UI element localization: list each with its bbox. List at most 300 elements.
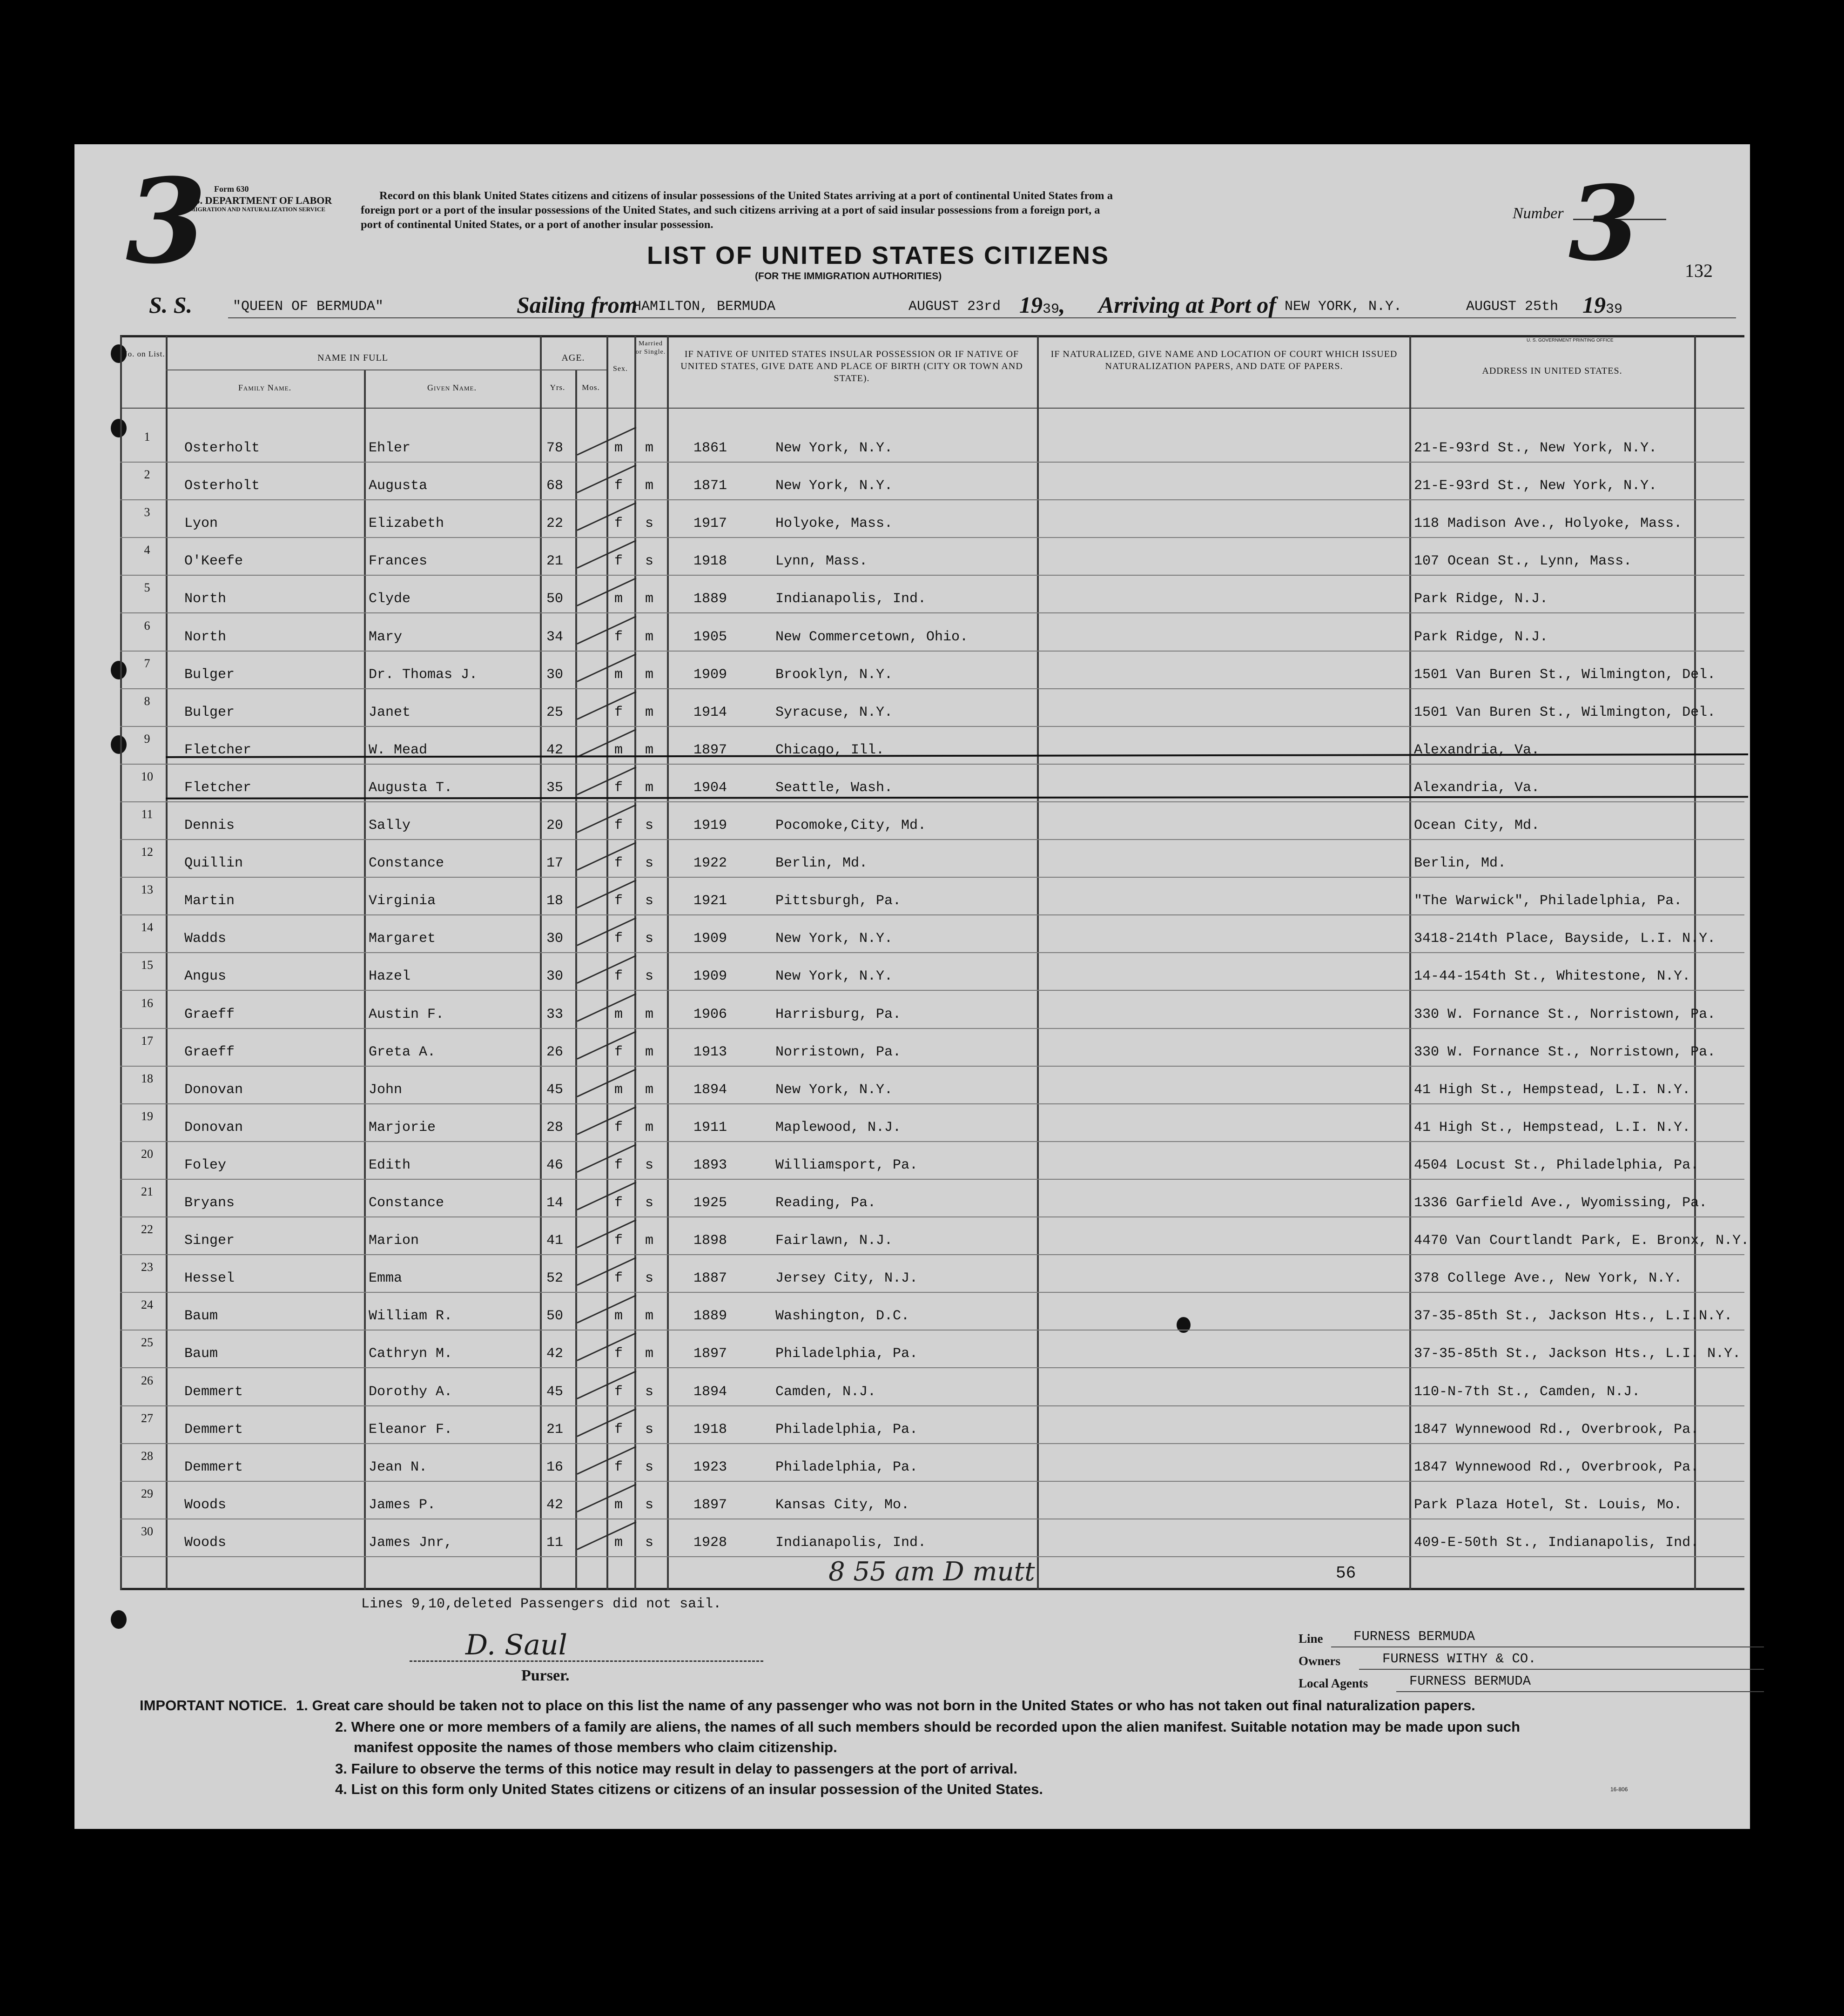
cell-no: 11	[141, 807, 153, 821]
cell-age: 46	[546, 1157, 564, 1173]
row-rule	[120, 462, 1744, 463]
cell-no: 19	[141, 1109, 153, 1123]
cell-ms: s	[645, 1421, 654, 1438]
cell-family: Baum	[184, 1308, 218, 1324]
cell-address: Alexandria, Va.	[1414, 780, 1540, 796]
cell-ms: m	[645, 704, 654, 720]
agents-value: FURNESS BERMUDA	[1409, 1673, 1531, 1689]
row-rule	[120, 877, 1744, 878]
cell-given: Sally	[369, 818, 411, 833]
cell-sex: m	[614, 1497, 623, 1513]
cell-family: Demmert	[184, 1384, 243, 1400]
col-sex: Sex.	[613, 365, 628, 373]
cell-age: 18	[546, 893, 564, 909]
cell-ms: s	[645, 968, 654, 985]
cell-address: "The Warwick", Philadelphia, Pa.	[1414, 893, 1682, 909]
form-title: LIST OF UNITED STATES CITIZENS	[647, 242, 1110, 269]
cell-sex: f	[614, 855, 623, 872]
cell-ms: s	[645, 818, 654, 833]
cell-sex: f	[614, 1195, 623, 1211]
cell-address: 4504 Locust St., Philadelphia, Pa.	[1414, 1157, 1699, 1173]
cell-sex: f	[614, 629, 623, 645]
instructions	[361, 188, 1524, 232]
cell-year: 1923	[693, 1459, 727, 1475]
cell-year: 1909	[693, 968, 727, 985]
arrival-year: 39	[1606, 302, 1623, 317]
cell-address: 37-35-85th St., Jackson Hts., L.I.N.Y.	[1414, 1308, 1733, 1324]
cell-age: 50	[546, 1308, 564, 1324]
arrival-date: AUGUST 25th	[1466, 299, 1559, 315]
row-rule	[120, 1028, 1744, 1029]
cell-family: Woods	[184, 1497, 227, 1513]
cell-year: 1904	[693, 780, 727, 796]
cell-year: 1921	[693, 893, 727, 909]
cell-sex: f	[614, 1233, 623, 1249]
cell-place: Seattle, Wash.	[775, 780, 893, 796]
cell-sex: f	[614, 553, 623, 570]
cell-age: 34	[546, 629, 564, 645]
deleted-row-strike	[166, 796, 1748, 800]
cell-given: Austin F.	[369, 1006, 444, 1022]
from-port: HAMILTON, BERMUDA	[633, 299, 776, 315]
cell-age: 26	[546, 1044, 564, 1060]
row-rule	[120, 1292, 1744, 1293]
cell-place: New York, N.Y.	[775, 968, 893, 985]
row-rule	[120, 1405, 1744, 1406]
cell-place: Maplewood, N.J.	[775, 1119, 902, 1136]
cell-family: Demmert	[184, 1459, 243, 1475]
binder-hole	[111, 1610, 127, 1629]
cell-given: Marjorie	[369, 1119, 436, 1136]
cell-family: Singer	[184, 1233, 235, 1249]
cell-given: Constance	[369, 855, 444, 872]
cell-ms: s	[645, 553, 654, 570]
row-rule	[120, 914, 1744, 915]
cell-family: Donovan	[184, 1082, 243, 1098]
instruction-line: foreign port or a port of the insular possessions of the United States, and such citizens arriving at a port of said insular possessions from a foreign port, a	[361, 204, 1100, 216]
cell-place: Berlin, Md.	[775, 855, 868, 872]
cell-year: 1898	[693, 1233, 727, 1249]
row-rule	[120, 1216, 1744, 1217]
cell-no: 4	[144, 543, 150, 557]
col-age: AGE.	[561, 353, 585, 363]
notice-line: manifest opposite the names of those members who claim citizenship.	[354, 1739, 837, 1755]
cell-no: 9	[144, 732, 150, 746]
form-subtitle: (FOR THE IMMIGRATION AUTHORITIES)	[755, 271, 942, 282]
cell-age: 68	[546, 478, 564, 494]
cell-no: 5	[144, 581, 150, 595]
cell-place: Syracuse, N.Y.	[775, 704, 893, 720]
table-top-border	[120, 335, 1744, 337]
cell-given: William R.	[369, 1308, 453, 1324]
cell-place: Harrisburg, Pa.	[775, 1006, 902, 1022]
cell-age: 52	[546, 1270, 564, 1287]
cell-family: Fletcher	[184, 742, 252, 758]
cell-ms: m	[645, 1233, 654, 1249]
cell-given: Edith	[369, 1157, 411, 1173]
cell-no: 8	[144, 694, 150, 708]
row-rule	[120, 1367, 1744, 1368]
cell-sex: f	[614, 968, 623, 985]
cell-year: 1918	[693, 1421, 727, 1438]
cell-year: 1909	[693, 666, 727, 683]
cell-age: 45	[546, 1384, 564, 1400]
cell-age: 42	[546, 1346, 564, 1362]
row-rule	[120, 764, 1744, 765]
cell-ms: s	[645, 1195, 654, 1211]
cell-family: Quillin	[184, 855, 243, 872]
row-rule	[120, 651, 1744, 652]
cell-address: 107 Ocean St., Lynn, Mass.	[1414, 553, 1632, 570]
cell-address: Park Ridge, N.J.	[1414, 591, 1548, 607]
count-note: 56	[1336, 1564, 1356, 1583]
ss-label: S. S.	[149, 292, 193, 318]
cell-given: Mary	[369, 629, 403, 645]
cell-year: 1889	[693, 591, 727, 607]
cell-year: 1887	[693, 1270, 727, 1287]
cell-family: Wadds	[184, 931, 227, 947]
cell-address: 4470 Van Courtlandt Park, E. Bronx, N.Y.	[1414, 1233, 1749, 1249]
printer-note: U. S. GOVERNMENT PRINTING OFFICE	[1527, 338, 1614, 343]
service: IMMIGRATION AND NATURALIZATION SERVICE	[182, 206, 326, 213]
cell-given: Margaret	[369, 931, 436, 947]
cell-ms: m	[645, 1044, 654, 1060]
row-rule	[120, 1103, 1744, 1104]
purser-signature: D. Saul	[465, 1629, 567, 1661]
sail-date: AUGUST 23rd	[909, 299, 1001, 315]
cell-sex: f	[614, 1459, 623, 1475]
cell-sex: f	[614, 1346, 623, 1362]
notice-line: 4. List on this form only United States citizens or citizens of an insular possession of the United States.	[335, 1781, 1043, 1797]
cell-no: 21	[141, 1185, 153, 1198]
cell-place: Jersey City, N.J.	[775, 1270, 918, 1287]
cell-place: Philadelphia, Pa.	[775, 1459, 918, 1475]
cell-ms: m	[645, 440, 654, 456]
cell-no: 14	[141, 921, 153, 934]
cell-place: Brooklyn, N.Y.	[775, 666, 893, 683]
cell-given: Janet	[369, 704, 411, 720]
cell-sex: m	[614, 1006, 623, 1022]
cell-place: Fairlawn, N.J.	[775, 1233, 893, 1249]
sailing-label: Sailing from	[517, 292, 638, 318]
cell-sex: m	[614, 742, 623, 758]
row-rule	[120, 537, 1744, 538]
owners-label: Owners	[1299, 1654, 1340, 1668]
cell-sex: m	[614, 591, 623, 607]
row-rule	[120, 952, 1744, 953]
cell-given: Augusta T.	[369, 780, 453, 796]
cell-ms: m	[645, 742, 654, 758]
cell-place: New York, N.Y.	[775, 478, 893, 494]
cell-given: Cathryn M.	[369, 1346, 453, 1362]
row-rule	[120, 1254, 1744, 1255]
col-address: ADDRESS IN UNITED STATES.	[1482, 366, 1622, 376]
cell-year: 1861	[693, 440, 727, 456]
cell-ms: s	[645, 893, 654, 909]
cell-address: 1336 Garfield Ave., Wyomissing, Pa.	[1414, 1195, 1708, 1211]
cell-address: 14-44-154th St., Whitestone, N.Y.	[1414, 968, 1691, 985]
cell-ms: s	[645, 1497, 654, 1513]
cell-no: 18	[141, 1071, 153, 1085]
handwritten-note: 8 55 am D mutt	[828, 1557, 1035, 1587]
cell-family: Osterholt	[184, 440, 260, 456]
cell-address: Berlin, Md.	[1414, 855, 1507, 872]
cell-place: Norristown, Pa.	[775, 1044, 902, 1060]
manifest-sheet: 3 Form 630 U.S. DEPARTMENT OF LABOR IMMIGRATION AND NATURALIZATION SERVICE Record on this blank United States citizens and citizens of insular possessions of the United States arriving at a port of continental United States from a foreign port or a port of the insular possessions of the United States, and such citizens arriving at a port of said insular possessions from a foreign port, a port of continental United States, or a port of another insular possession. Number 3 132 LIST OF UNITED STATES CITIZENS (FOR THE IMMIGRATION AUTHORITIES) S. S. "QUEEN OF BERMUDA" Sailing from HAMILTON, BERMUDA AUGUST 23rd 1939, Arriving at Port of NEW YORK, N.Y. AUGUST 25th 1939 No. on List. NAME IN FULL Family Name. Given Name. AGE. Yrs. Mos. Sex. Married or Single. IF NATIVE OF UNITED STATES INSULAR POSSESSION OR IF NATIVE OF UNITED STATES, GIVE DATE AND PLACE OF BIRTH (CITY OR TOWN AND STATE). IF NATURALIZED, GIVE NAME AND LOCATION OF COURT WHICH ISSUED NATURALIZATION PAPERS, AND DATE OF PAPERS. ADDRESS IN UNITED STATES. U. S. GOVERNMENT PRINTING OFFICE 1 Osterholt Ehler 78 m m 1861 New York, N.Y. 21-E-93rd St., New York, N.Y. 2 Osterholt Augusta 68 f m 1871 New York, N.Y. 21-E-93rd St., New York, N.Y. 3 Lyon Elizabeth 22 f s 1917 Holyoke, Mass. 118 Madison Ave., Holyoke, Mass. 4 O'Keefe Frances 21 f s 1918 Lynn, Mass. 107 Ocean St., Lynn, Mass. 5 North Clyde 50 m m 1889 Indianapolis, Ind. Park Ridge, N.J. 6 North Mary 34 f m 1905 New Commercetown, Ohio. Park Ridge, N.J. 7 Bulger Dr. Thomas J. 30 m m 1909 Brooklyn, N.Y. 1501 Van Buren St., Wilmington, Del. 8 Bulger Janet 25 f m 1914 Syracuse, N.Y. 1501 Van Buren St., Wilmington, Del. 9 Fletcher W. Mead 42 m m 1897 Chicago, Ill. Alexandria, Va. 10 Fletcher Augusta T. 35 f m 1904 Seattle, Wash. Alexandria, Va. 11 Dennis Sally 20 f s 1919 Pocomoke,City, Md. Ocean City, Md. 12 Quillin Constance 17 f s 1922 Berlin, Md. Berlin, Md. 13 Martin Virginia 18 f s 1921 Pittsburgh, Pa. "The Warwick", Philadelphia, Pa. 14 Wadds Margaret 30 f s 1909 New York, N.Y. 3418-214th Place, Bayside, L.I. N.Y. 15 Angus Hazel 30 f s 1909 New York, N.Y. 14-44-154th St., Whitestone, N.Y. 16 Graeff Austin F. 33 m m 1906 Harrisburg, Pa. 330 W. Fornance St., Norristown, Pa. 17 Graeff Greta A. 26 f m 1913 Norristown, Pa. 330 W. Fornance St., Norristown, Pa. 18 Donovan John 45 m m 1894 New York, N.Y. 41 High St., Hempstead, L.I. N.Y. 19 Donovan Marjorie 28 f m 1911 Maplewood, N.J. 41 High St., Hempstead, L.I. N.Y. 20 Foley Edith 46 f s 1893 Williamsport, Pa. 4504 Locust St., Philadelphia, Pa. 21 Bryans Constance 14 f s 1925 Reading, Pa. 1336 Garfield Ave., Wyomissing, Pa. 22 Singer Marion 41 f m 1898 Fairlawn, N.J. 4470 Van Courtlandt Park, E. Bronx, N.Y. 23 Hessel Emma 52 f s 1887 Jersey City, N.J. 378 College Ave., New York, N.Y. 24 Baum William R. 50 m m 1889 Washington, D.C. 37-35-85th St., Jackson Hts., L.I.N.Y. 25 Baum Cathryn M. 42 f m 1897 Philadelphia, Pa. 37-35-85th St., Jackson Hts., L.I. N.Y. 26 Demmert Dorothy A. 45 f s 1894 Camden, N.J. 110-N-7th St., Camden, N.J. 27 Demmert Eleanor F. 21 f s 1918 Philadelphia, Pa. 1847 Wynnewood Rd., Overbrook, Pa. 28 Demmert Jean N. 16 f s 1923 Philadelphia, Pa. 1847 Wynnewood Rd., Overbrook, Pa. 29 Woods James P. 42 m s 1897 Kansas City, Mo. Park Plaza Hotel, St. Louis, Mo. 30 Woods James Jnr, 11 m s 1928 Indianapolis, Ind. 409-E-50th St., Indianapolis, Ind. 8 55 am D mutt 56 Lines 9,10,deleted Passengers did not sail. D. Saul Purser. Line FURNESS BERMUDA Owners FURNESS WITHY & CO. Local Agents FURNESS BERMUDA IMPORTANT NOTICE. 1. Great care should be taken not to place on this list the name of any passenger who was not born in the United States or who has not taken out final naturalization papers. 2. Where one or more members of a family are aliens, the names of all such members should be recorded upon the alien manifest. Suitable notation may be made upon such manifest opposite the names of those members who claim citizenship. 3. Failure to observe the terms of this notice may result in delay to passengers at the port of arrival. 4. List on this form only United States citizens or citizens of an insular possession of the United States. 16-806	[74, 144, 1750, 1829]
cell-place: New York, N.Y.	[775, 1082, 893, 1098]
cell-age: 17	[546, 855, 564, 872]
line-label: Line	[1299, 1632, 1323, 1646]
deleted-note: Lines 9,10,deleted Passengers did not sail.	[361, 1596, 722, 1612]
cell-year: 1894	[693, 1384, 727, 1400]
cell-family: Demmert	[184, 1421, 243, 1438]
cell-place: Kansas City, Mo.	[775, 1497, 910, 1513]
cell-place: Holyoke, Mass.	[775, 516, 893, 532]
col-married: Married or Single.	[635, 340, 666, 356]
cell-given: Greta A.	[369, 1044, 436, 1060]
cell-sex: m	[614, 666, 623, 683]
cell-ms: m	[645, 1308, 654, 1324]
cell-address: 378 College Ave., New York, N.Y.	[1414, 1270, 1682, 1287]
cell-address: 41 High St., Hempstead, L.I. N.Y.	[1414, 1119, 1691, 1136]
cell-sex: f	[614, 516, 623, 532]
cell-no: 24	[141, 1298, 153, 1312]
cell-given: Dorothy A.	[369, 1384, 453, 1400]
cell-no: 13	[141, 883, 153, 897]
cell-address: Park Plaza Hotel, St. Louis, Mo.	[1414, 1497, 1682, 1513]
cell-family: Hessel	[184, 1270, 235, 1287]
cell-age: 16	[546, 1459, 564, 1475]
cell-no: 26	[141, 1373, 153, 1387]
page-number: 132	[1685, 260, 1713, 281]
row-rule	[120, 990, 1744, 991]
cell-ms: m	[645, 666, 654, 683]
cell-given: James P.	[369, 1497, 436, 1513]
cell-no: 30	[141, 1524, 153, 1538]
cell-ms: s	[645, 931, 654, 947]
cell-age: 30	[546, 968, 564, 985]
notice-line: 2. Where one or more members of a family are aliens, the names of all such members should be recorded upon the alien manifest. Suitable notation may be made upon such	[335, 1719, 1521, 1735]
cell-place: New Commercetown, Ohio.	[775, 629, 969, 645]
cell-family: Dennis	[184, 818, 235, 833]
cell-age: 78	[546, 440, 564, 456]
cell-age: 30	[546, 666, 564, 683]
cell-family: Bryans	[184, 1195, 235, 1211]
row-rule	[120, 612, 1744, 613]
cell-no: 1	[144, 430, 150, 444]
cell-given: Frances	[369, 553, 428, 570]
cell-sex: f	[614, 1119, 623, 1136]
row-rule	[120, 801, 1744, 802]
cell-address: Ocean City, Md.	[1414, 818, 1540, 833]
arrival-port: NEW YORK, N.Y.	[1285, 299, 1402, 315]
cell-year: 1909	[693, 931, 727, 947]
purser-label: Purser.	[521, 1667, 570, 1684]
cell-address: 1501 Van Buren St., Wilmington, Del.	[1414, 704, 1716, 720]
cell-no: 17	[141, 1034, 153, 1048]
cell-address: 330 W. Fornance St., Norristown, Pa.	[1414, 1006, 1716, 1022]
cell-no: 10	[141, 769, 153, 783]
cell-year: 1897	[693, 742, 727, 758]
cell-year: 1897	[693, 1497, 727, 1513]
sail-year-prefix: 19	[1019, 292, 1043, 318]
cell-age: 22	[546, 516, 564, 532]
cell-year: 1911	[693, 1119, 727, 1136]
cell-sex: f	[614, 931, 623, 947]
cell-family: Donovan	[184, 1119, 243, 1136]
cell-family: Lyon	[184, 516, 218, 532]
cell-age: 42	[546, 742, 564, 758]
row-rule	[120, 1141, 1744, 1142]
cell-address: 1847 Wynnewood Rd., Overbrook, Pa.	[1414, 1459, 1699, 1475]
cell-address: 41 High St., Hempstead, L.I. N.Y.	[1414, 1082, 1691, 1098]
col-no: No. on List.	[121, 349, 165, 358]
cell-family: Graeff	[184, 1006, 235, 1022]
cell-place: Camden, N.J.	[775, 1384, 876, 1400]
cell-ms: m	[645, 1346, 654, 1362]
cell-address: 110-N-7th St., Camden, N.J.	[1414, 1384, 1641, 1400]
row-rule	[120, 499, 1744, 500]
agents-label: Local Agents	[1299, 1676, 1368, 1690]
form-label: Form 630	[214, 184, 249, 194]
line-value: FURNESS BERMUDA	[1353, 1629, 1475, 1644]
cell-place: New York, N.Y.	[775, 440, 893, 456]
cell-given: Jean N.	[369, 1459, 428, 1475]
binder-hole	[111, 735, 127, 754]
arrival-year-prefix: 19	[1582, 292, 1606, 318]
cell-age: 41	[546, 1233, 564, 1249]
cell-year: 1906	[693, 1006, 727, 1022]
cell-family: Bulger	[184, 704, 235, 720]
cell-ms: s	[645, 1459, 654, 1475]
number-label: Number	[1513, 205, 1564, 222]
cell-age: 50	[546, 591, 564, 607]
cell-family: Woods	[184, 1534, 227, 1551]
cell-family: Fletcher	[184, 780, 252, 796]
cell-age: 33	[546, 1006, 564, 1022]
cell-address: 409-E-50th St., Indianapolis, Ind.	[1414, 1534, 1699, 1551]
cell-place: Pocomoke,City, Md.	[775, 818, 927, 833]
handwritten-number: 3	[1568, 163, 1640, 283]
cell-sex: f	[614, 1270, 623, 1287]
cell-sex: f	[614, 893, 623, 909]
cell-given: Ehler	[369, 440, 411, 456]
cell-no: 15	[141, 958, 153, 972]
cell-no: 2	[144, 468, 150, 482]
row-rule	[120, 1179, 1744, 1180]
cell-ms: s	[645, 1534, 654, 1551]
ship-name: "QUEEN OF BERMUDA"	[233, 299, 384, 315]
cell-ms: m	[645, 1006, 654, 1022]
cell-year: 1913	[693, 1044, 727, 1060]
cell-place: New York, N.Y.	[775, 931, 893, 947]
row-rule	[120, 575, 1744, 576]
binder-hole	[111, 419, 127, 437]
cell-sex: f	[614, 780, 623, 796]
notice-line: 1. Great care should be taken not to place on this list the name of any passenger who was not born in the United States or who has not taken out final naturalization papers.	[296, 1697, 1475, 1714]
cell-year: 1928	[693, 1534, 727, 1551]
cell-age: 14	[546, 1195, 564, 1211]
col-naturalized: IF NATURALIZED, GIVE NAME AND LOCATION OF COURT WHICH ISSUED NATURALIZATION PAPERS, AND DATE OF PAPERS.	[1050, 349, 1398, 371]
cell-family: Foley	[184, 1157, 227, 1173]
cell-sex: m	[614, 1534, 623, 1551]
cell-year: 1893	[693, 1157, 727, 1173]
cell-no: 23	[141, 1260, 153, 1274]
arriving-label: Arriving at Port of	[1098, 292, 1276, 318]
cell-sex: f	[614, 1157, 623, 1173]
cell-family: Angus	[184, 968, 227, 985]
row-rule	[120, 839, 1744, 840]
cell-no: 20	[141, 1147, 153, 1161]
cell-no: 29	[141, 1486, 153, 1500]
cell-given: John	[369, 1082, 403, 1098]
cell-family: North	[184, 591, 227, 607]
cell-age: 30	[546, 931, 564, 947]
cell-age: 35	[546, 780, 564, 796]
cell-age: 25	[546, 704, 564, 720]
cell-given: Emma	[369, 1270, 403, 1287]
cell-year: 1922	[693, 855, 727, 872]
cell-ms: m	[645, 478, 654, 494]
cell-ms: s	[645, 1157, 654, 1173]
cell-sex: m	[614, 1082, 623, 1098]
cell-address: 330 W. Fornance St., Norristown, Pa.	[1414, 1044, 1716, 1060]
cell-year: 1889	[693, 1308, 727, 1324]
cell-year: 1914	[693, 704, 727, 720]
cell-place: Philadelphia, Pa.	[775, 1421, 918, 1438]
cell-family: Martin	[184, 893, 235, 909]
cell-ms: m	[645, 629, 654, 645]
notice-line: 3. Failure to observe the terms of this notice may result in delay to passengers at the port of arrival.	[335, 1761, 1018, 1777]
cell-ms: s	[645, 1384, 654, 1400]
col-birth: IF NATIVE OF UNITED STATES INSULAR POSSESSION OR IF NATIVE OF UNITED STATES, GIVE DATE AND PLACE OF BIRTH (CITY OR TOWN AND STATE).	[680, 349, 1023, 383]
binder-hole	[111, 661, 127, 679]
cell-no: 3	[144, 505, 150, 519]
cell-sex: m	[614, 440, 623, 456]
cell-place: Philadelphia, Pa.	[775, 1346, 918, 1362]
cell-sex: f	[614, 818, 623, 833]
cell-year: 1905	[693, 629, 727, 645]
cell-ms: m	[645, 1119, 654, 1136]
cell-given: Marion	[369, 1233, 419, 1249]
cell-year: 1894	[693, 1082, 727, 1098]
cell-age: 21	[546, 553, 564, 570]
row-rule	[120, 1066, 1744, 1067]
cell-year: 1897	[693, 1346, 727, 1362]
cell-address: 1847 Wynnewood Rd., Overbrook, Pa.	[1414, 1421, 1699, 1438]
cell-sex: f	[614, 1384, 623, 1400]
cell-family: Osterholt	[184, 478, 260, 494]
cell-place: Lynn, Mass.	[775, 553, 868, 570]
row-rule	[120, 1443, 1744, 1444]
cell-family: North	[184, 629, 227, 645]
sail-year: 39	[1043, 302, 1060, 317]
col-family: Family Name.	[238, 383, 292, 392]
cell-given: W. Mead	[369, 742, 428, 758]
cell-no: 22	[141, 1223, 153, 1236]
instruction-line: Record on this blank United States citizens and citizens of insular possessions of the United States arriving at a port of continental United States from a	[379, 189, 1113, 202]
cell-address: Park Ridge, N.J.	[1414, 629, 1548, 645]
cell-given: Augusta	[369, 478, 428, 494]
cell-place: Indianapolis, Ind.	[775, 1534, 927, 1551]
col-given: Given Name.	[427, 383, 477, 392]
cell-given: Hazel	[369, 968, 411, 985]
cell-no: 6	[144, 618, 150, 632]
cell-address: 1501 Van Buren St., Wilmington, Del.	[1414, 666, 1716, 683]
cell-sex: f	[614, 478, 623, 494]
cell-age: 42	[546, 1497, 564, 1513]
cell-address: 118 Madison Ave., Holyoke, Mass.	[1414, 516, 1682, 532]
